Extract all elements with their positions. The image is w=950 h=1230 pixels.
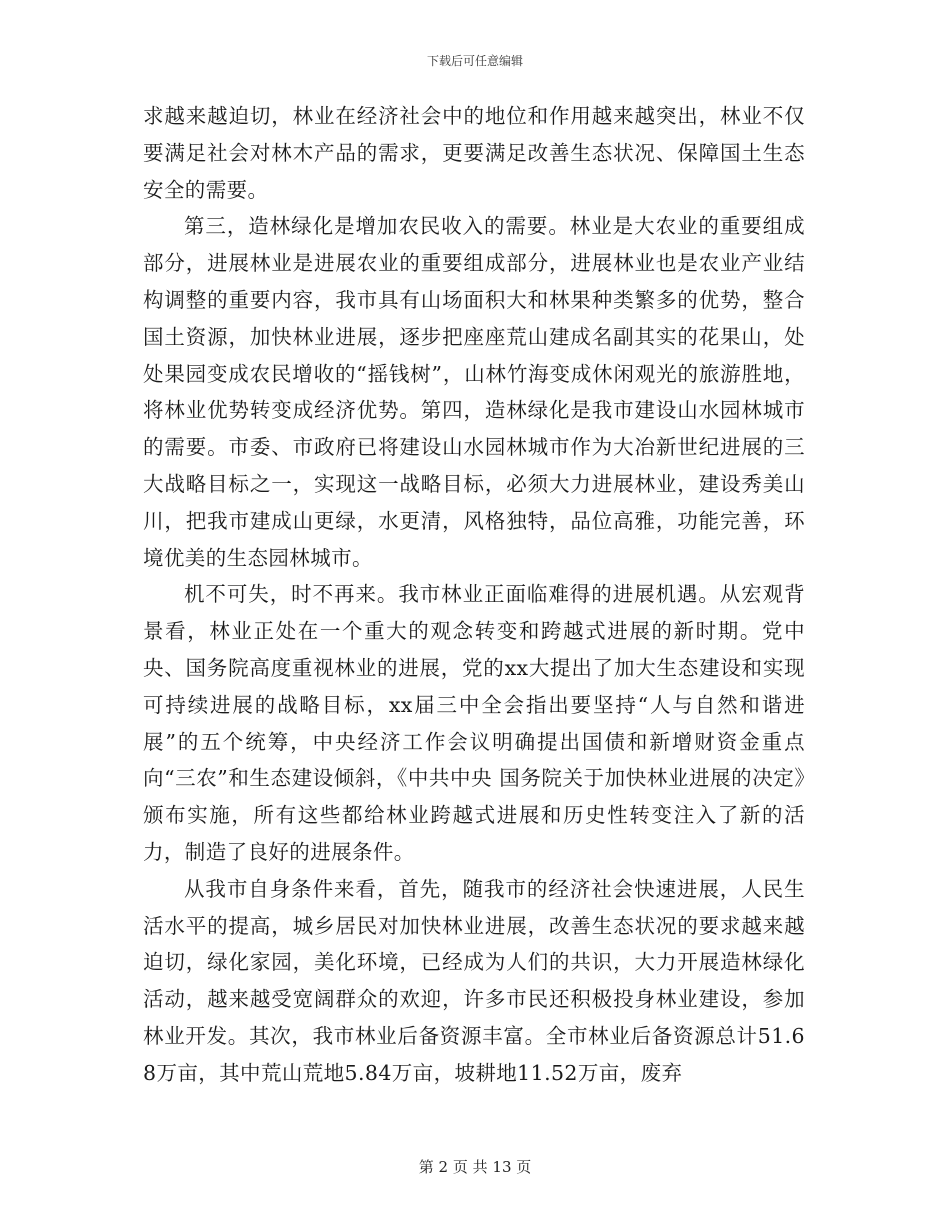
page-header-note: 下载后可任意编辑 [426, 54, 523, 68]
paragraph-continuation: 求越来越迫切，林业在经济社会中的地位和作用越来越突出，林业不仅要满足社会对林木产品的需求，更要满足改善生态状况、保障国土生态安全的需要。 [143, 104, 805, 202]
footer-current-page: 2 [438, 1158, 449, 1176]
paragraph-opportunity: 机不可失，时不再来。我市林业正面临难得的进展机遇。从宏观背景看，林业正处在一个重大的观念转变和跨越式进展的新时期。党中央、国务院高度重视林业的进展，党的xx大提出了加大生态建设和实现可持续进展的战略目标，xx届三中全会指出要坚持“人与自然和谐进展”的五个统筹，中央经济工作会议明确提出国债和新增财资金重点向“三农”和生态建设倾斜，《中共中央 国务院关于加快林业进展的决定》颁布实施，所有这些都给林业跨越式进展和历史性转变注入了新的活力，制造了良好的进展条件。 [143, 582, 805, 864]
footer-label-page: 第 [418, 1158, 434, 1176]
footer-label-unit: 页 [452, 1158, 468, 1176]
paragraph-third-point: 第三，造林绿化是增加农民收入的需要。林业是大农业的重要组成部分，进展林业是进展农业的重要组成部分，进展林业也是农业产业结构调整的重要内容，我市具有山场面积大和林果种类繁多的优势，整合国土资源，加快林业进展，逐步把座座荒山建成名副其实的花果山，处处果园变成农民增收的“摇钱树”，山林竹海变成休闲观光的旅游胜地，将林业优势转变成经济优势。第四，造林绿化是我市建设山水园林城市的需要。市委、市政府已将建设山水园林城市作为大冶新世纪进展的三大战略目标之一，实现这一战略目标，必须大力进展林业，建设秀美山川，把我市建成山更绿，水更清，风格独特，品位高雅，功能完善，环境优美的生态园林城市。 [143, 214, 805, 570]
page-number-footer [0, 1156, 950, 1177]
footer-label-unit-end: 页 [516, 1158, 532, 1176]
footer-total-pages: 13 [492, 1158, 512, 1176]
footer-label-total: 共 [472, 1158, 488, 1176]
document-body [143, 98, 805, 1092]
paragraph-own-conditions: 从我市自身条件来看，首先，随我市的经济社会快速进展，人民生活水平的提高，城乡居民对加快林业进展，改善生态状况的要求越来越迫切，绿化家园，美化环境，已经成为人们的共识，大力开展造林绿化活动，越来越受宽阔群众的欢迎，许多市民还积极投身林业建设，参加林业开发。其次，我市林业后备资源丰富。全市林业后备资源总计51.68万亩，其中荒山荒地5.84万亩，坡耕地11.52万亩，废弃 [143, 876, 805, 1085]
